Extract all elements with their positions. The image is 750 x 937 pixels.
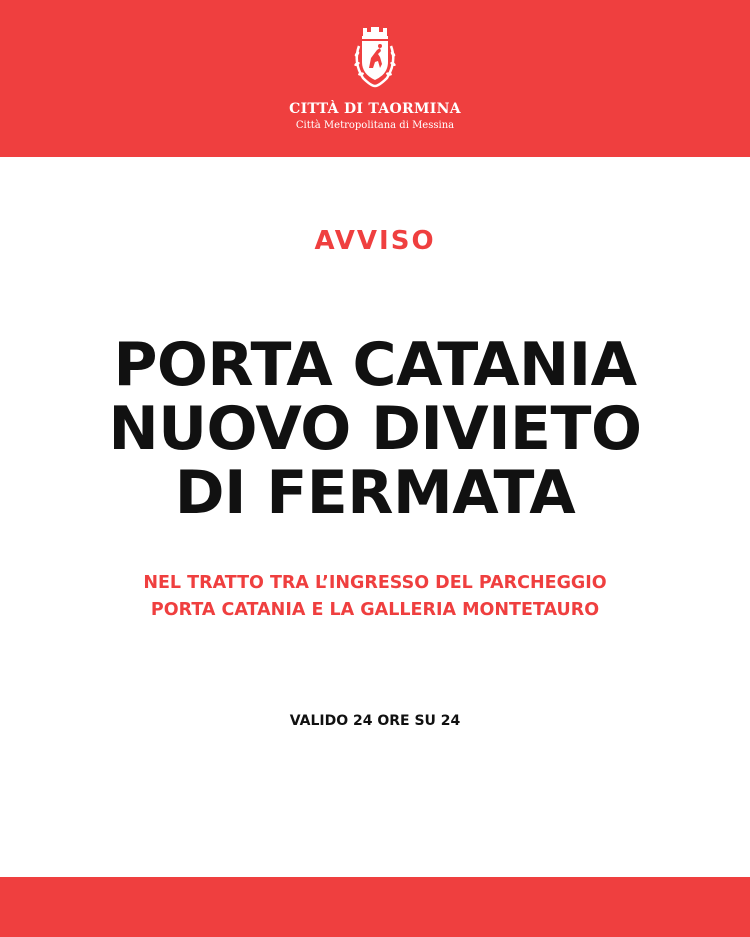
headline-line: NUOVO DIVIETO (108, 394, 642, 464)
city-name: CITTÀ DI TAORMINA (289, 101, 461, 117)
municipal-crest-icon (349, 24, 401, 94)
headline-line: PORTA CATANIA (113, 330, 637, 400)
city-subtitle: Città Metropolitana di Messina (295, 120, 455, 131)
notice-label: AVVISO (314, 226, 436, 256)
validity-text: VALIDO 24 ORE SU 24 (289, 713, 461, 729)
notice-detail (0, 570, 750, 624)
header-band (0, 0, 750, 157)
headline-line: DI FERMATA (174, 458, 576, 528)
footer-band (0, 877, 750, 937)
notice-headline (0, 330, 750, 528)
detail-line: PORTA CATANIA E LA GALLERIA MONTETAURO (150, 600, 600, 620)
detail-line: NEL TRATTO TRA L’INGRESSO DEL PARCHEGGIO (143, 573, 607, 593)
